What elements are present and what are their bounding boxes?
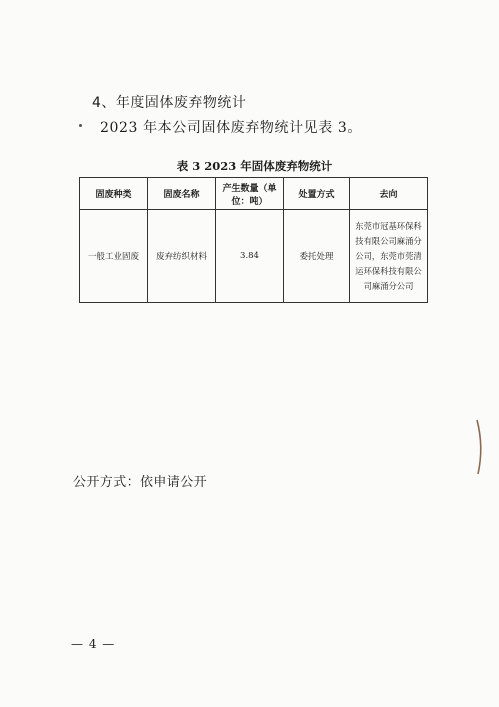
cell-destination: 东莞市冠基环保科技有限公司麻涌分公司，东莞市莞清运环保科技有限公司麻涌分公司 [350, 210, 428, 303]
table-header-row [80, 178, 428, 210]
disclosure-method: 公开方式：依申请公开 [73, 475, 208, 490]
cell-disposal-method: 委托处理 [284, 210, 350, 303]
page-number: — 4 — [71, 637, 116, 651]
binding-edge-mark [475, 418, 485, 476]
header-waste-type: 固废种类 [80, 178, 148, 210]
solid-waste-table [79, 177, 428, 303]
section-heading: 4、年度固体废弃物统计 [92, 95, 247, 111]
header-waste-name: 固废名称 [148, 178, 216, 210]
cell-quantity: 3.84 [216, 210, 284, 303]
cell-waste-type: 一般工业固废 [80, 210, 148, 303]
header-destination: 去向 [350, 178, 428, 210]
table-caption: 表 3 2023 年固体废弃物统计 [176, 159, 333, 173]
cell-waste-name: 废弃纺织材料 [148, 210, 216, 303]
header-disposal-method: 处置方式 [284, 178, 350, 210]
intro-paragraph: 2023 年本公司固体废弃物统计见表 3。 [100, 120, 363, 136]
bullet-dot [79, 124, 82, 127]
header-quantity: 产生数量（单位：吨） [216, 178, 284, 210]
table-row [80, 210, 428, 303]
